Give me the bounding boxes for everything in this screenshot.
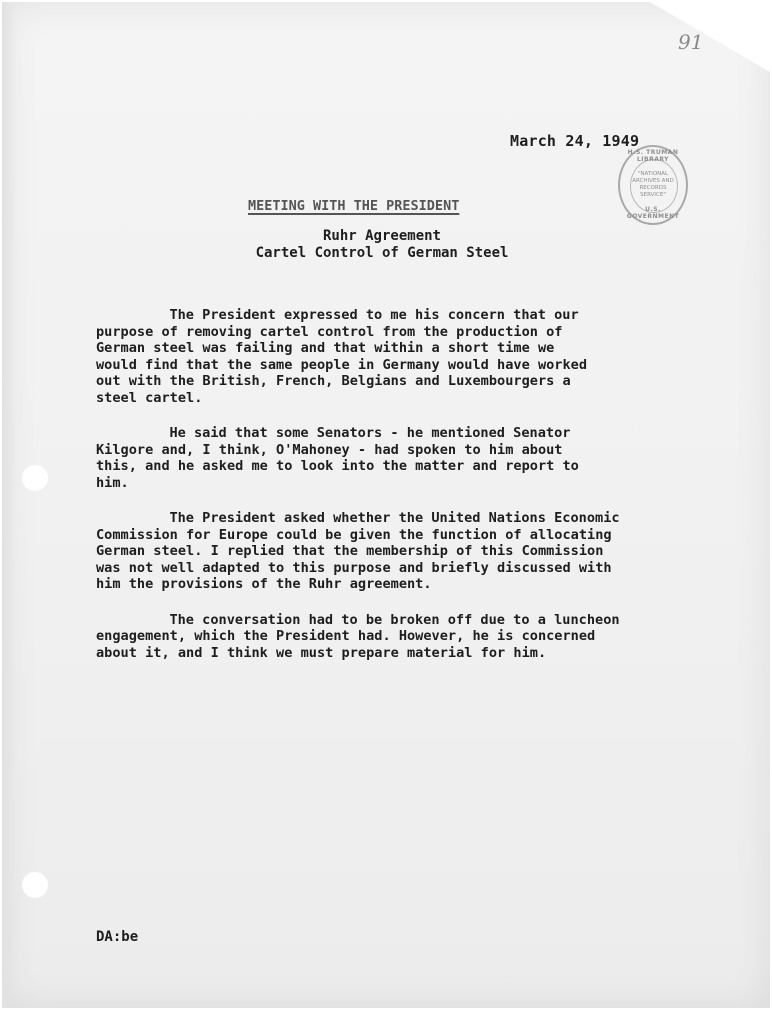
memo-body xyxy=(96,307,736,680)
stamp-center-line: SERVICE" xyxy=(640,192,666,198)
punch-hole-lower xyxy=(22,872,48,898)
stamp-center-line: ARCHIVES AND xyxy=(632,178,674,184)
stamp-center-line: RECORDS xyxy=(639,185,667,191)
memo-paragraph-2: He said that some Senators - he mentioned Senator Kilgore and, I think, O'Mahoney - had spoken to him about this, and he asked me to look into the matter and report to him. xyxy=(96,425,579,491)
stamp-center-line: "NATIONAL xyxy=(637,171,669,177)
document-page xyxy=(2,2,770,1008)
archives-stamp xyxy=(618,145,688,225)
torn-corner xyxy=(650,2,770,72)
page-edge-shadow xyxy=(2,2,16,1008)
stamp-center-text xyxy=(620,171,686,199)
document-heading: MEETING WITH THE PRESIDENT xyxy=(248,198,460,214)
stamp-bottom-text: U.S. GOVERNMENT xyxy=(626,206,680,220)
subject-line-1: Ruhr Agreement xyxy=(322,228,441,244)
memo-paragraph-3: The President asked whether the United Nations Economic Commission for Europe could be given the function of allocating German steel. I replied that the membership of this Commission was not well adapted to this purpose and briefly discussed with him the provisions of the Ruhr agreement. xyxy=(96,510,620,592)
memo-paragraph-1: The President expressed to me his concern that our purpose of removing cartel control from the production of German steel was failing and that within a short time we would find that the same people in Germany would have worked out with the British, French, Belgians and Luxembourgers a steel cartel. xyxy=(96,307,588,406)
typist-initials: DA:be xyxy=(96,929,139,945)
document-date: March 24, 1949 xyxy=(510,132,640,150)
handwritten-page-number: 91 xyxy=(678,30,704,54)
punch-hole-upper xyxy=(22,465,48,491)
memo-paragraph-4: The conversation had to be broken off due to a luncheon engagement, which the President had. However, he is concerned about it, and I think we must prepare material for him. xyxy=(96,611,620,661)
subject-block xyxy=(202,228,562,262)
subject-line-2: Cartel Control of German Steel xyxy=(255,245,509,261)
stamp-top-text: H.S. TRUMAN LIBRARY xyxy=(627,149,679,163)
